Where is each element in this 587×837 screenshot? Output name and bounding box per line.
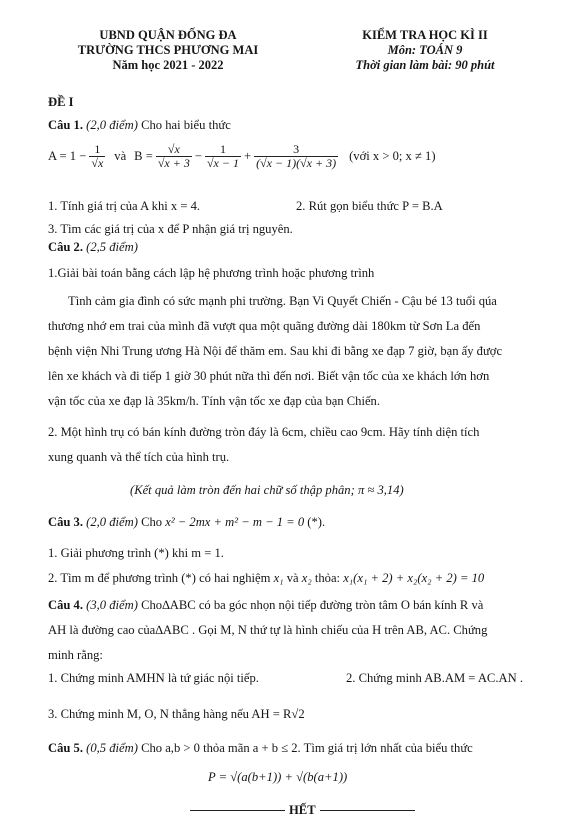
exam-code: ĐỀ I bbox=[48, 95, 74, 109]
q3-title: Câu 3. bbox=[48, 515, 83, 529]
q2-part2-line2: xung quanh và thể tích của hình trụ. bbox=[48, 450, 230, 464]
q2-story-line5: vận tốc của xe đạp là 35km/h. Tính vận tốc xe đạp của bạn Chiến. bbox=[48, 394, 381, 408]
q3-part2-equation: x₁(x₁ + 2) + x₂(x₂ + 2) = 10 bbox=[343, 571, 485, 585]
q2-story-line3: bệnh viện Nhi Trung ương Hà Nội để thăm em. Sau khi đi bằng xe đạp 7 giờ, bạn ấy được bbox=[48, 344, 503, 358]
q1-title: Câu 1. bbox=[48, 118, 83, 132]
exam-subject: Môn: TOÁN 9 bbox=[387, 43, 463, 57]
right-divider bbox=[320, 810, 415, 811]
q2-rounding-note: (Kết quả làm tròn đến hai chữ số thập phân; π ≈ 3,14) bbox=[130, 483, 404, 497]
left-divider bbox=[190, 810, 285, 811]
exam-duration: Thời gian làm bài: 90 phút bbox=[355, 58, 495, 72]
q4-part3: 3. Chứng minh M, O, N thẳng hàng nếu AH = R√2 bbox=[48, 707, 305, 721]
q5-formula: P = √(a(b+1)) + √(b(a+1)) bbox=[208, 770, 348, 784]
school-name: TRƯỜNG THCS PHƯƠNG MAI bbox=[77, 43, 259, 57]
q3-equation: x² − 2mx + m² − m − 1 = 0 bbox=[165, 515, 305, 529]
q1-condition: (với x > 0; x ≠ 1) bbox=[349, 149, 436, 163]
q1-points: (2,0 điểm) bbox=[86, 118, 138, 132]
q3-points: (2,0 điểm) bbox=[86, 515, 138, 529]
q5-title: Câu 5. bbox=[48, 741, 83, 755]
q1-expressions: A = 1 − 1 √ x và B = $\frac{√x}{√x + 3}$ − $\frac{1}{√x - 1}$ + $\frac{3}{(√x - 1)(√x + 3)}$ (với x > 0; x ≠ 1) bbox=[48, 143, 436, 170]
q5-points: (0,5 điểm) bbox=[86, 741, 138, 755]
q5-text: Cho a,b > 0 thỏa mãn a + b ≤ 2. Tìm giá trị lớn nhất của biểu thức bbox=[141, 741, 473, 755]
q3-part2: 2. Tìm m để phương trình (*) có hai nghiệm x₁ và x₂ thỏa: x₁(x₁ + 2) + x₂(x₂ + 2) = 10 bbox=[48, 571, 485, 585]
q4-line1-text: Cho∆ABC có ba góc nhọn nội tiếp đường tròn tâm O bán kính R và bbox=[141, 598, 484, 612]
q3-intro-text: Cho bbox=[141, 515, 163, 529]
q2-part1: 1.Giải bài toán bằng cách lập hệ phương trình hoặc phương trình bbox=[48, 266, 375, 280]
q4-line2: AH là đường cao của∆ABC . Gọi M, N thứ tự là hình chiếu của H trên AB, AC. Chứng bbox=[48, 623, 488, 637]
q3-equation-tag: (*). bbox=[307, 515, 326, 529]
q3-part2-text: 2. Tìm m để phương trình (*) có hai nghiệm bbox=[48, 571, 271, 585]
q5-line bbox=[48, 741, 473, 756]
school-year: Năm học 2021 - 2022 bbox=[112, 58, 224, 72]
q1-part2: 2. Rút gọn biểu thức P = B.A bbox=[296, 199, 443, 213]
q3-part2-cond: thỏa: bbox=[314, 571, 341, 585]
q2-story-line1: Tình cảm gia đình có sức mạnh phi trường. Bạn Vi Quyết Chiến - Cậu bé 13 tuổi qúa bbox=[68, 294, 497, 308]
q2-title: Câu 2. bbox=[48, 240, 83, 254]
q4-title: Câu 4. bbox=[48, 598, 83, 612]
q3-part1: 1. Giải phương trình (*) khi m = 1. bbox=[48, 546, 224, 560]
q4-part2: 2. Chứng minh AB.AM = AC.AN . bbox=[346, 671, 523, 685]
q2-points: (2,5 điểm) bbox=[86, 240, 138, 254]
q2-header bbox=[48, 240, 138, 255]
q2-part2-line1: 2. Một hình trụ có bán kính đường tròn đáy là 6cm, chiều cao 9cm. Hãy tính diện tích bbox=[48, 425, 480, 439]
q4-part1: 1. Chứng minh AMHN là tứ giác nội tiếp. bbox=[48, 671, 259, 685]
q1-intro-text: Cho hai biểu thức bbox=[141, 118, 231, 132]
q2-story-line2: thương nhớ em trai của mình đã vượt qua một quãng đường dài 180km từ Sơn La đến bbox=[48, 319, 481, 333]
q4-points: (3,0 điểm) bbox=[86, 598, 138, 612]
exam-title: KIỂM TRA HỌC KÌ II bbox=[362, 28, 488, 42]
end-marker bbox=[186, 803, 419, 818]
school-district: UBND QUẬN ĐỐNG ĐA bbox=[99, 28, 237, 42]
q1-part1: 1. Tính giá trị của A khi x = 4. bbox=[48, 199, 201, 213]
end-label: HẾT bbox=[289, 803, 316, 817]
q4-line1 bbox=[48, 598, 483, 613]
q2-story-line4: lên xe khách và đi tiếp 1 giờ 30 phút nữa thì đến nơi. Biết vận tốc của xe khách lớn hơn bbox=[48, 369, 490, 383]
q1-intro bbox=[48, 118, 231, 133]
q4-line3: minh rằng: bbox=[48, 648, 103, 662]
q3-intro bbox=[48, 515, 325, 530]
q1-part3: 3. Tìm các giá trị của x để P nhận giá trị nguyên. bbox=[48, 222, 293, 236]
